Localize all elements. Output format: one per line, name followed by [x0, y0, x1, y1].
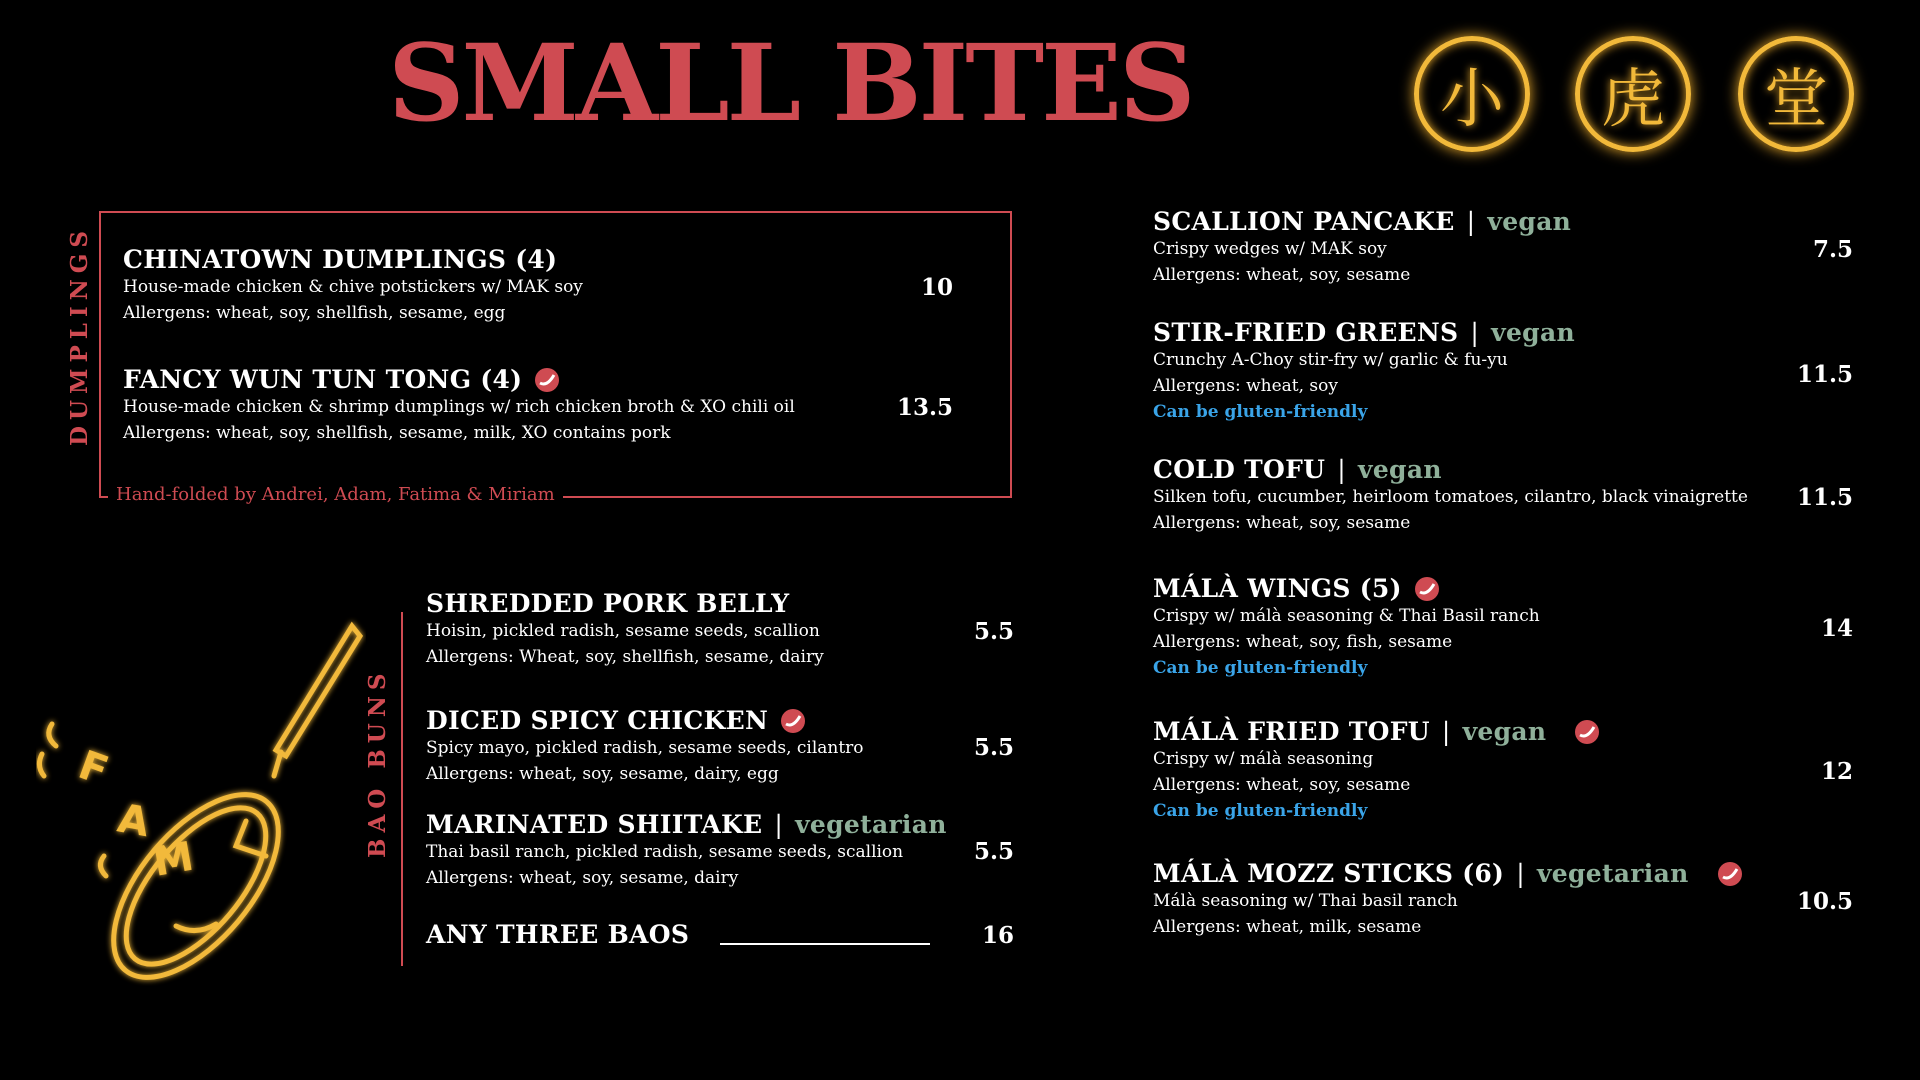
- neon-letter: A: [114, 795, 153, 847]
- menu-item: [1153, 455, 1748, 536]
- item-price: 12: [1820, 758, 1853, 785]
- item-allergens: Allergens: wheat, soy, fish, sesame: [1153, 632, 1453, 652]
- item-name: MÁLÀ MOZZ STICKS (6): [1153, 859, 1505, 888]
- page-title: SMALL BITES: [388, 20, 1193, 145]
- item-name: SCALLION PANCAKE: [1153, 207, 1455, 236]
- menu-item: [426, 589, 824, 670]
- item-price: 10: [920, 274, 953, 301]
- menu-item: [426, 706, 864, 787]
- logo-char: 虎: [1601, 63, 1665, 137]
- item-tag: vegan: [1491, 318, 1575, 347]
- chili-icon: [780, 708, 806, 734]
- item-price: 10.5: [1796, 888, 1853, 915]
- menu-item: [1153, 574, 1540, 681]
- item-name-row: [426, 810, 947, 839]
- bao-divider: [401, 612, 403, 966]
- item-price: 5.5: [973, 618, 1014, 645]
- menu-item: [1153, 717, 1600, 824]
- gluten-friendly-note: Can be gluten-friendly: [1153, 801, 1368, 821]
- menu-item: [123, 365, 795, 446]
- item-allergens: Allergens: wheat, soy, shellfish, sesame, milk, XO contains pork: [123, 423, 671, 443]
- item-name: CHINATOWN DUMPLINGS (4): [123, 245, 558, 274]
- item-tag: vegan: [1487, 207, 1572, 236]
- menu-item-combo: [426, 920, 689, 949]
- item-name: STIR-FRIED GREENS: [1153, 318, 1459, 347]
- item-desc: Hoisin, pickled radish, sesame seeds, scallion: [426, 621, 820, 641]
- dumplings-footer: Hand-folded by Andrei, Adam, Fatima & Miriam: [108, 484, 563, 505]
- item-name-row: [1153, 717, 1600, 746]
- item-price: 11.5: [1796, 361, 1853, 388]
- item-allergens: Allergens: wheat, milk, sesame: [1153, 917, 1422, 937]
- item-price: 16: [981, 922, 1014, 949]
- item-allergens: Allergens: wheat, soy, sesame, dairy: [426, 868, 739, 888]
- gluten-friendly-note: Can be gluten-friendly: [1153, 402, 1368, 422]
- item-desc: Spicy mayo, pickled radish, sesame seeds, cilantro: [426, 738, 864, 758]
- item-desc: Thai basil ranch, pickled radish, sesame seeds, scallion: [426, 842, 904, 862]
- item-desc: Crunchy A-Choy stir-fry w/ garlic & fu-yu: [1153, 350, 1508, 370]
- item-tag: vegan: [1462, 717, 1547, 746]
- item-allergens: Allergens: wheat, soy, sesame: [1153, 775, 1411, 795]
- item-name: MÁLÀ FRIED TOFU: [1153, 717, 1430, 746]
- gluten-friendly-note: Can be gluten-friendly: [1153, 658, 1368, 678]
- item-desc: Silken tofu, cucumber, heirloom tomatoes, cilantro, black vinaigrette: [1153, 487, 1748, 507]
- wok-icon: [36, 606, 366, 986]
- menu-item: [1153, 859, 1743, 940]
- chili-icon: [1574, 719, 1600, 745]
- logo-char: 小: [1440, 63, 1504, 137]
- chili-icon: [1717, 861, 1743, 887]
- item-name: MARINATED SHIITAKE: [426, 810, 763, 839]
- logo-badge: [1738, 36, 1854, 152]
- separator: |: [1470, 318, 1480, 347]
- section-label-bao: BAO BUNS: [364, 667, 391, 858]
- item-name-row: [1153, 859, 1743, 888]
- item-desc: House-made chicken & shrimp dumplings w/ rich chicken broth & XO chili oil: [123, 397, 795, 417]
- logo-char: 堂: [1764, 63, 1828, 137]
- item-desc: Crispy w/ málà seasoning & Thai Basil ranch: [1153, 606, 1540, 626]
- neon-letter: F: [72, 742, 114, 795]
- item-allergens: Allergens: wheat, soy, sesame, dairy, egg: [426, 764, 779, 784]
- item-name: ANY THREE BAOS: [426, 920, 690, 949]
- neon-letter: M: [149, 833, 197, 886]
- item-price: 11.5: [1796, 484, 1853, 511]
- leader-line: [720, 943, 930, 945]
- item-desc: House-made chicken & chive potstickers w/ MAK soy: [123, 277, 583, 297]
- separator: |: [1337, 455, 1347, 484]
- item-name: FANCY WUN TUN TONG (4): [123, 365, 523, 394]
- item-price: 5.5: [973, 838, 1014, 865]
- separator: |: [1516, 859, 1525, 888]
- item-tag: vegan: [1358, 455, 1442, 484]
- item-name: MÁLÀ WINGS (5): [1153, 574, 1402, 603]
- chili-icon: [534, 367, 560, 393]
- item-desc: Crispy wedges w/ MAK soy: [1153, 239, 1387, 259]
- item-tag: vegetarian: [795, 810, 947, 839]
- section-label-dumplings: DUMPLINGS: [66, 225, 93, 446]
- item-name: DICED SPICY CHICKEN: [426, 706, 769, 735]
- item-allergens: Allergens: wheat, soy, sesame: [1153, 513, 1411, 533]
- item-name-row: [1153, 318, 1575, 347]
- logo-badge: [1575, 36, 1691, 152]
- menu-item: [1153, 318, 1575, 425]
- item-price: 13.5: [896, 394, 953, 421]
- item-allergens: Allergens: wheat, soy: [1153, 376, 1338, 396]
- item-name-row: [1153, 207, 1571, 236]
- item-name: COLD TOFU: [1153, 455, 1326, 484]
- chili-icon: [1414, 576, 1440, 602]
- menu-item: [426, 810, 947, 891]
- item-desc: Crispy w/ málà seasoning: [1153, 749, 1374, 769]
- item-allergens: Allergens: Wheat, soy, shellfish, sesame, dairy: [426, 647, 824, 667]
- item-name-row: [1153, 574, 1540, 603]
- separator: |: [1466, 207, 1476, 236]
- separator: |: [1441, 717, 1451, 746]
- item-name-row: [426, 706, 864, 735]
- item-allergens: Allergens: wheat, soy, shellfish, sesame, egg: [123, 303, 506, 323]
- menu-item: [1153, 207, 1571, 288]
- item-tag: vegetarian: [1536, 859, 1689, 888]
- item-name: SHREDDED PORK BELLY: [426, 589, 790, 618]
- separator: |: [774, 810, 784, 839]
- item-price: 7.5: [1812, 236, 1853, 263]
- item-allergens: Allergens: wheat, soy, sesame: [1153, 265, 1411, 285]
- item-price: 5.5: [973, 734, 1014, 761]
- logo-badge: [1414, 36, 1530, 152]
- menu-item: [123, 245, 583, 326]
- item-desc: Málà seasoning w/ Thai basil ranch: [1153, 891, 1458, 911]
- item-name-row: [1153, 455, 1748, 484]
- item-price: 14: [1820, 615, 1853, 642]
- item-name-row: [123, 365, 795, 394]
